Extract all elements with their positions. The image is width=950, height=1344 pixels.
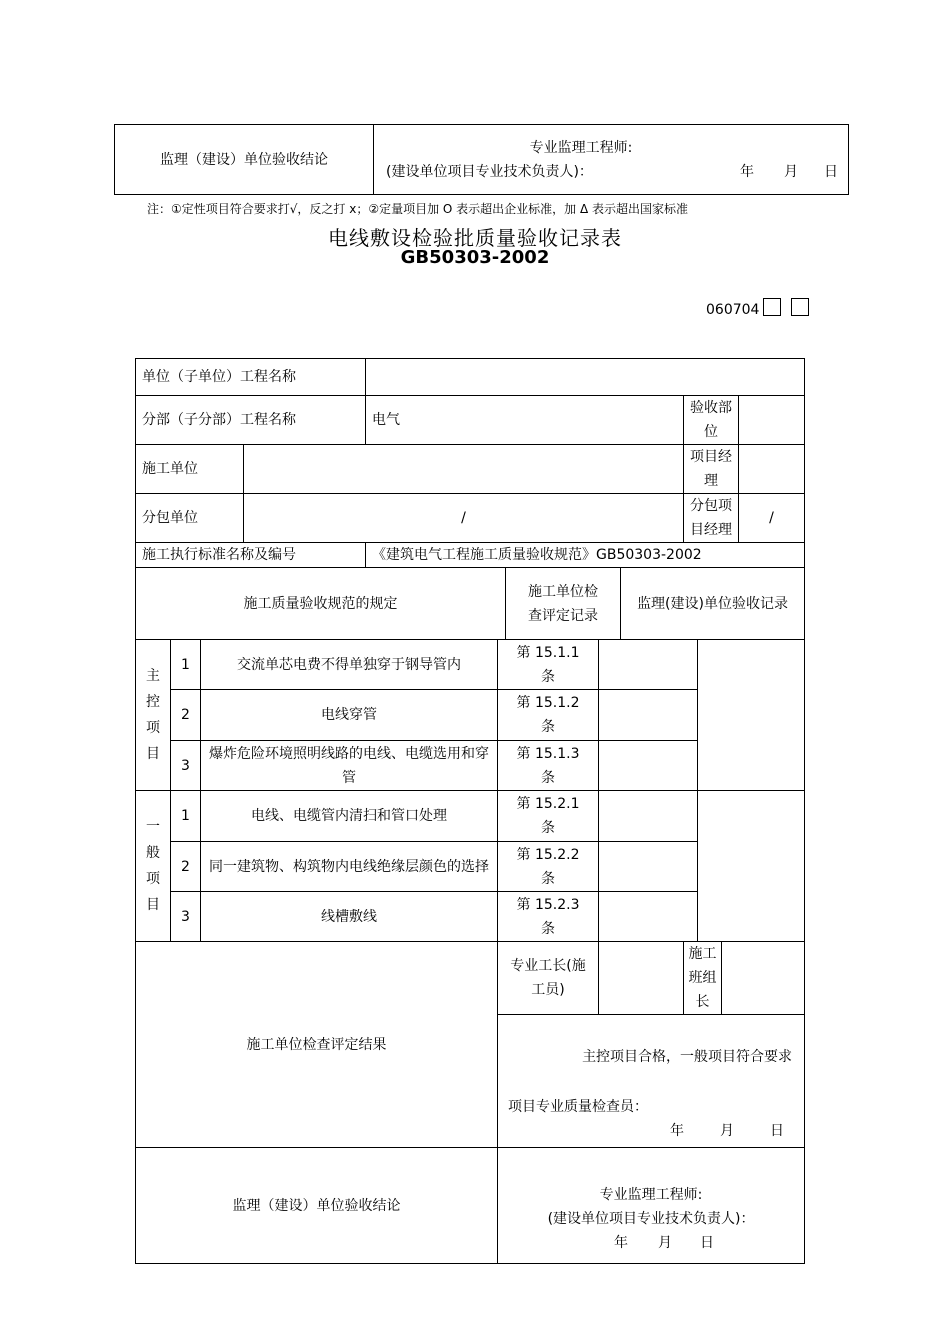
general-item-2-clause <box>498 842 599 892</box>
supervisor-conclusion-content <box>498 1148 805 1264</box>
inspector-day: 日 <box>770 1123 784 1139</box>
inspector-year: 年 <box>670 1123 684 1139</box>
supervisor-year: 年 <box>614 1234 628 1251</box>
standard-code: GB50303-2002 <box>400 247 550 268</box>
foreman-value[interactable] <box>599 942 684 1015</box>
general-item-3-text: 线槽敷线 <box>201 892 498 942</box>
sub-pm-value[interactable]: / <box>739 494 805 543</box>
top-year: 年 <box>740 163 754 180</box>
standard-value: 《建筑电气工程施工质量验收规范》GB50303-2002 <box>366 543 805 568</box>
main-item-3-text: 爆炸危险环境照明线路的电线、电缆选用和穿管 <box>201 741 498 791</box>
main-item-3-clause <box>498 741 599 791</box>
main-items-label <box>136 640 171 791</box>
supervisor-conclusion-label: 监理（建设）单位验收结论 <box>136 1148 498 1264</box>
main-item-1-text: 交流单芯电费不得单独穿于钢导管内 <box>201 640 498 690</box>
general-items-label <box>136 791 171 942</box>
main-item-2-text: 电线穿管 <box>201 690 498 741</box>
accept-part-label: 验收部位 <box>684 396 739 445</box>
supervisor-record-header-text: 监理(建设)单位验收记录 <box>637 595 788 612</box>
general-items-label-text: 一般项目 <box>146 819 160 913</box>
subcontractor-label: 分包单位 <box>136 494 244 543</box>
general-item-2-check[interactable] <box>599 842 698 892</box>
main-items-supervisor-record[interactable] <box>698 640 805 791</box>
general-item-3-clause <box>498 892 599 942</box>
form-code-box-2[interactable] <box>791 298 809 316</box>
team-leader-label <box>684 942 722 1015</box>
form-code-text: 060704 <box>706 302 760 318</box>
general-item-2-text: 同一建筑物、构筑物内电线绝缘层颜色的选择 <box>201 842 498 892</box>
main-item-1-no: 1 <box>171 640 201 690</box>
contractor-result-text: 主控项目合格，一般项目符合要求 <box>582 1049 793 1065</box>
contractor-value[interactable] <box>244 445 684 494</box>
footnote: 注：①定性项目符合要求打√，反之打 x；②定量项目加 O 表示超出企业标准，加 Δ 表示超出国家标准 <box>147 202 688 216</box>
contractor-result-content <box>498 1015 805 1148</box>
top-responsible-label: (建设单位项目专业技术负责人)： <box>386 163 593 180</box>
general-item-1-clause <box>498 791 599 842</box>
main-item-3-clause-text: 第 15.1.3 条 <box>516 745 580 786</box>
main-item-1-clause <box>498 640 599 690</box>
top-month: 月 <box>784 163 798 180</box>
supervisor-engineer-label: 专业监理工程师: <box>599 1186 703 1203</box>
page-title: 电线敷设检验批质量验收记录表 <box>328 226 622 250</box>
main-item-3-no: 3 <box>171 741 201 791</box>
unit-name-value[interactable] <box>366 359 805 396</box>
top-conclusion-sign <box>374 125 849 195</box>
general-item-2-no: 2 <box>171 842 201 892</box>
main-item-1-clause-text: 第 15.1.1 条 <box>516 644 580 685</box>
supervisor-responsible-label: (建设单位项目专业技术负责人)： <box>547 1210 755 1227</box>
general-item-3-no: 3 <box>171 892 201 942</box>
main-item-2-no: 2 <box>171 690 201 741</box>
pm-label: 项目经理 <box>684 445 739 494</box>
general-item-1-no: 1 <box>171 791 201 842</box>
supervisor-record-header <box>621 568 805 640</box>
contractor-result-label: 施工单位检查评定结果 <box>136 942 498 1148</box>
main-item-1-check[interactable] <box>599 640 698 690</box>
general-item-3-clause-text: 第 15.2.3 条 <box>516 896 580 937</box>
form-code-box-1[interactable] <box>763 298 781 316</box>
supervisor-day: 日 <box>700 1234 714 1251</box>
sub-pm-label: 分包项目经理 <box>684 494 739 543</box>
main-item-3-check[interactable] <box>599 741 698 791</box>
supervisor-month: 月 <box>658 1234 672 1251</box>
top-conclusion-table <box>114 124 849 195</box>
contractor-label: 施工单位 <box>136 445 244 494</box>
top-conclusion-label: 监理（建设）单位验收结论 <box>115 125 374 195</box>
sub-project-label: 分部（子分部）工程名称 <box>136 396 366 445</box>
main-items-label-text: 主控项目 <box>146 668 160 762</box>
general-item-1-clause-text: 第 15.2.1 条 <box>516 796 580 836</box>
accept-part-value[interactable] <box>739 396 805 445</box>
foreman-label <box>498 942 599 1015</box>
team-leader-label-text: 施工班组长 <box>688 946 717 1010</box>
unit-name-label: 单位（子单位）工程名称 <box>136 359 366 396</box>
top-day: 日 <box>824 163 838 180</box>
sub-project-value[interactable]: 电气 <box>366 396 684 445</box>
contractor-check-header <box>506 568 621 640</box>
standard-label: 施工执行标准名称及编号 <box>136 543 366 568</box>
team-leader-value[interactable] <box>722 942 805 1015</box>
general-item-3-check[interactable] <box>599 892 698 942</box>
main-record-table <box>135 358 805 1264</box>
general-items-supervisor-record[interactable] <box>698 791 805 942</box>
subcontractor-value[interactable]: / <box>244 494 684 543</box>
form-code <box>706 298 809 318</box>
top-engineer-label: 专业监理工程师: <box>529 139 633 156</box>
main-item-2-clause <box>498 690 599 741</box>
inspector-month: 月 <box>720 1123 734 1139</box>
general-item-2-clause-text: 第 15.2.2 条 <box>516 846 580 887</box>
contractor-check-header-text: 施工单位检查评定记录 <box>528 583 598 624</box>
spec-column-header: 施工质量验收规范的规定 <box>136 568 506 640</box>
pm-value[interactable] <box>739 445 805 494</box>
main-item-2-check[interactable] <box>599 690 698 741</box>
foreman-label-text: 专业工长(施工员) <box>510 958 586 998</box>
main-item-2-clause-text: 第 15.1.2 条 <box>516 695 580 735</box>
inspector-label: 项目专业质量检查员： <box>508 1099 648 1115</box>
general-item-1-text: 电线、电缆管内清扫和管口处理 <box>201 791 498 842</box>
general-item-1-check[interactable] <box>599 791 698 842</box>
